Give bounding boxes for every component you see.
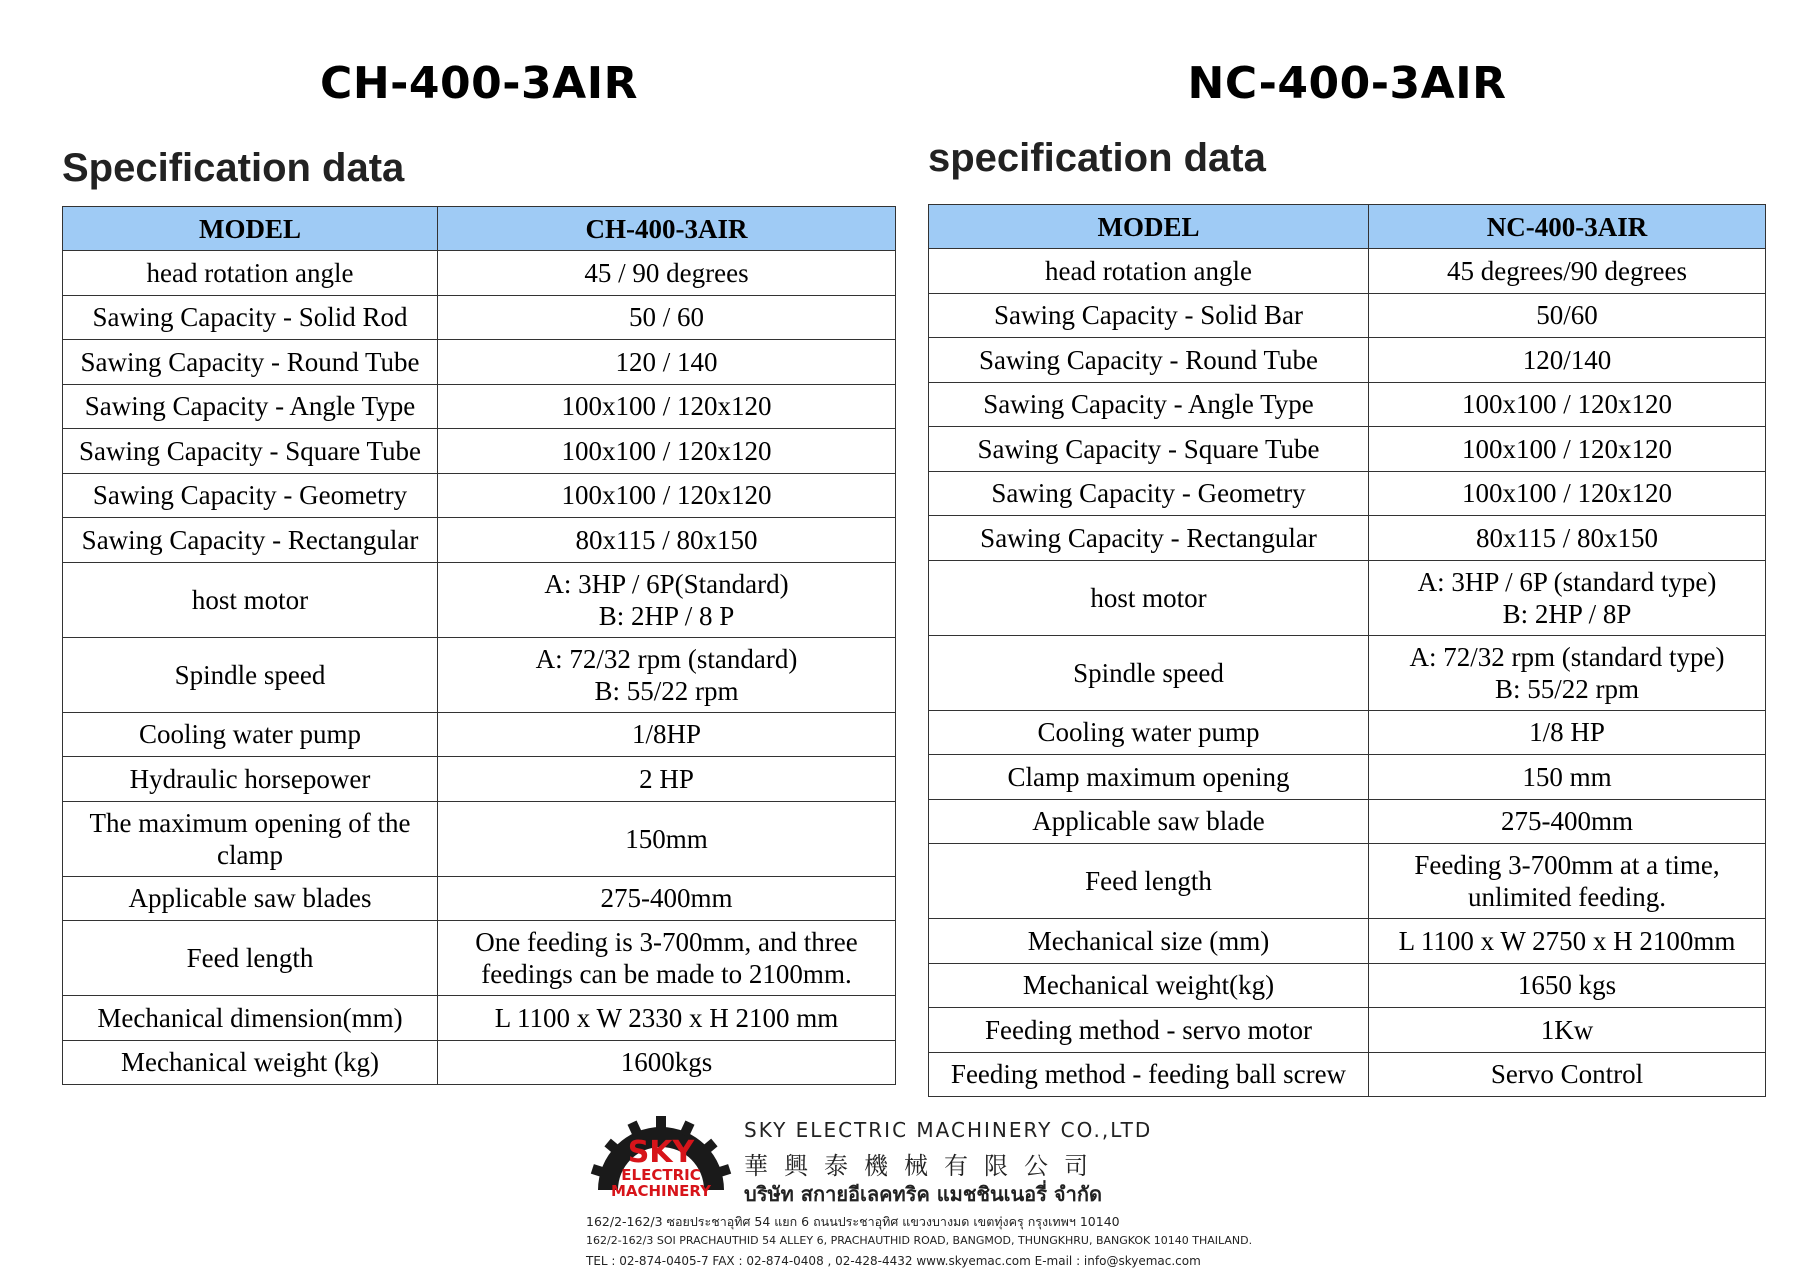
table-row	[929, 382, 1766, 427]
table-row	[63, 473, 896, 518]
left-header-model: MODEL	[63, 207, 438, 251]
logo-text-electric: ELECTRIC	[621, 1166, 701, 1184]
spec-label: Applicable saw blades	[63, 876, 438, 921]
table-row	[929, 635, 1766, 710]
spec-label: Applicable saw blade	[929, 799, 1369, 844]
spec-label: Sawing Capacity - Round Tube	[63, 340, 438, 385]
sky-logo-gear-icon	[586, 1112, 736, 1202]
table-row	[929, 338, 1766, 383]
spec-label: Sawing Capacity - Square Tube	[929, 427, 1369, 472]
cell-line: Feeding 3-700mm at a time,	[1414, 850, 1720, 880]
spec-label: Mechanical weight (kg)	[63, 1040, 438, 1085]
spec-value: 100x100 / 120x120	[1369, 427, 1766, 472]
spec-value: 1/8HP	[438, 712, 896, 757]
spec-value: 120 / 140	[438, 340, 896, 385]
cell-line: feedings can be made to 2100mm.	[481, 959, 852, 989]
spec-value: 80x115 / 80x150	[1369, 516, 1766, 561]
spec-label: Sawing Capacity - Rectangular	[63, 518, 438, 563]
spec-label: Feed length	[929, 844, 1369, 919]
company-name-en: SKY ELECTRIC MACHINERY CO.,LTD	[744, 1118, 1153, 1142]
table-row	[929, 755, 1766, 800]
table-row	[63, 801, 896, 876]
spec-value: 275-400mm	[1369, 799, 1766, 844]
right-spec-title: specification data	[928, 136, 1266, 180]
logo-text-sky: SKY	[627, 1135, 695, 1170]
spec-value: 100x100 / 120x120	[1369, 382, 1766, 427]
spec-value	[438, 637, 896, 712]
spec-value: 100x100 / 120x120	[1369, 471, 1766, 516]
left-table-header	[63, 207, 896, 251]
spec-value: 275-400mm	[438, 876, 896, 921]
table-row	[929, 1052, 1766, 1097]
spec-label: Sawing Capacity - Angle Type	[63, 384, 438, 429]
table-row	[929, 249, 1766, 294]
company-name-th: บริษัท สกายอีเลคทริค แมชชินเนอรี่ จำกัด	[744, 1182, 1102, 1206]
address-th: 162/2-162/3 ซอยประชาอุทิศ 54 แยก 6 ถนนประชาอุทิศ แขวงบางมด เขตทุ่งครุ กรุงเทพฯ 10140	[586, 1214, 1120, 1229]
table-row	[929, 560, 1766, 635]
table-row	[929, 1008, 1766, 1053]
table-row	[63, 757, 896, 802]
table-row	[63, 251, 896, 296]
right-header-model-name: NC-400-3AIR	[1369, 205, 1766, 249]
spec-value: 50/60	[1369, 293, 1766, 338]
cell-line: One feeding is 3-700mm, and three	[475, 927, 858, 957]
table-row	[63, 637, 896, 712]
spec-label: Sawing Capacity - Rectangular	[929, 516, 1369, 561]
spec-label: Hydraulic horsepower	[63, 757, 438, 802]
right-table-header	[929, 205, 1766, 249]
spec-value: 1650 kgs	[1369, 963, 1766, 1008]
spec-value: 100x100 / 120x120	[438, 384, 896, 429]
right-spec-table	[928, 204, 1766, 1097]
spec-value	[1369, 635, 1766, 710]
spec-label: Sawing Capacity - Angle Type	[929, 382, 1369, 427]
spec-value	[1369, 844, 1766, 919]
spec-label: Spindle speed	[929, 635, 1369, 710]
spec-value: 50 / 60	[438, 295, 896, 340]
table-row	[63, 429, 896, 474]
table-row	[63, 876, 896, 921]
spec-label: host motor	[63, 562, 438, 637]
spec-label: Sawing Capacity - Solid Bar	[929, 293, 1369, 338]
left-spec-title: Specification data	[62, 146, 405, 190]
address-en: 162/2-162/3 SOI PRACHAUTHID 54 ALLEY 6, PRACHAUTHID ROAD, BANGMOD, THUNGKHRU, BANGKOK 10140 THAILAND.	[586, 1234, 1253, 1247]
spec-value: 1600kgs	[438, 1040, 896, 1085]
table-row	[63, 996, 896, 1041]
cell-line: clamp	[217, 839, 283, 870]
table-row	[63, 921, 896, 996]
spec-label: Mechanical dimension(mm)	[63, 996, 438, 1041]
table-row	[63, 295, 896, 340]
spec-value: Servo Control	[1369, 1052, 1766, 1097]
table-row	[929, 427, 1766, 472]
spec-label: host motor	[929, 560, 1369, 635]
company-footer	[586, 1112, 1253, 1272]
table-row	[63, 712, 896, 757]
cell-line: The maximum opening of the	[89, 807, 411, 838]
table-row	[929, 963, 1766, 1008]
table-row	[929, 919, 1766, 964]
right-model-title: NC-400-3AIR	[1187, 58, 1507, 109]
spec-value: 100x100 / 120x120	[438, 429, 896, 474]
spec-value: 2 HP	[438, 757, 896, 802]
spec-label: Sawing Capacity - Solid Rod	[63, 295, 438, 340]
table-row	[63, 518, 896, 563]
spec-label: Sawing Capacity - Geometry	[63, 473, 438, 518]
spec-label: Clamp maximum opening	[929, 755, 1369, 800]
spec-label: Feeding method - feeding ball screw	[929, 1052, 1369, 1097]
spec-label: Feeding method - servo motor	[929, 1008, 1369, 1053]
spec-label: Cooling water pump	[63, 712, 438, 757]
spec-label: Spindle speed	[63, 637, 438, 712]
cell-line: A: 3HP / 6P (standard type)	[1417, 566, 1717, 597]
table-row	[63, 562, 896, 637]
cell-line: A: 72/32 rpm (standard type)	[1409, 641, 1725, 672]
table-row	[929, 844, 1766, 919]
spec-value	[438, 921, 896, 996]
right-header-model: MODEL	[929, 205, 1369, 249]
spec-label: Mechanical weight(kg)	[929, 963, 1369, 1008]
spec-value: 1/8 HP	[1369, 710, 1766, 755]
spec-label: Feed length	[63, 921, 438, 996]
spec-label: head rotation angle	[63, 251, 438, 296]
company-name-cn: 華興泰機械有限公司	[744, 1152, 1104, 1180]
table-row	[929, 293, 1766, 338]
spec-value: L 1100 x W 2750 x H 2100mm	[1369, 919, 1766, 964]
cell-line: B: 2HP / 8 P	[598, 600, 735, 631]
table-row	[63, 384, 896, 429]
cell-line: unlimited feeding.	[1468, 882, 1666, 912]
left-spec-table	[62, 206, 896, 1085]
table-row	[929, 710, 1766, 755]
spec-value: 100x100 / 120x120	[438, 473, 896, 518]
spec-label: Sawing Capacity - Round Tube	[929, 338, 1369, 383]
cell-line: A: 72/32 rpm (standard)	[535, 643, 798, 674]
cell-line: A: 3HP / 6P(Standard)	[544, 568, 789, 599]
spec-value: 150mm	[438, 801, 896, 876]
logo-text-machinery: MACHINERY	[610, 1182, 712, 1200]
spec-label: Sawing Capacity - Geometry	[929, 471, 1369, 516]
spec-label: Sawing Capacity - Square Tube	[63, 429, 438, 474]
spec-value: 120/140	[1369, 338, 1766, 383]
spec-value: 150 mm	[1369, 755, 1766, 800]
spec-value: 45 degrees/90 degrees	[1369, 249, 1766, 294]
spec-label	[63, 801, 438, 876]
table-row	[929, 516, 1766, 561]
spec-value: 80x115 / 80x150	[438, 518, 896, 563]
spec-label: head rotation angle	[929, 249, 1369, 294]
spec-value: 45 / 90 degrees	[438, 251, 896, 296]
table-row	[929, 799, 1766, 844]
table-row	[63, 1040, 896, 1085]
contact-info: TEL : 02-874-0405-7 FAX : 02-874-0408 , 02-428-4432 www.skyemac.com E-mail : info@skyemac.com	[586, 1254, 1201, 1268]
table-row	[929, 471, 1766, 516]
cell-line: B: 55/22 rpm	[594, 675, 739, 706]
spec-label: Cooling water pump	[929, 710, 1369, 755]
left-model-title: CH-400-3AIR	[320, 58, 638, 109]
cell-line: B: 2HP / 8P	[1502, 598, 1632, 629]
spec-value: 1Kw	[1369, 1008, 1766, 1053]
left-header-model-name: CH-400-3AIR	[438, 207, 896, 251]
spec-value	[1369, 560, 1766, 635]
cell-line: B: 55/22 rpm	[1494, 673, 1639, 704]
spec-value	[438, 562, 896, 637]
spec-label: Mechanical size (mm)	[929, 919, 1369, 964]
table-row	[63, 340, 896, 385]
spec-value: L 1100 x W 2330 x H 2100 mm	[438, 996, 896, 1041]
